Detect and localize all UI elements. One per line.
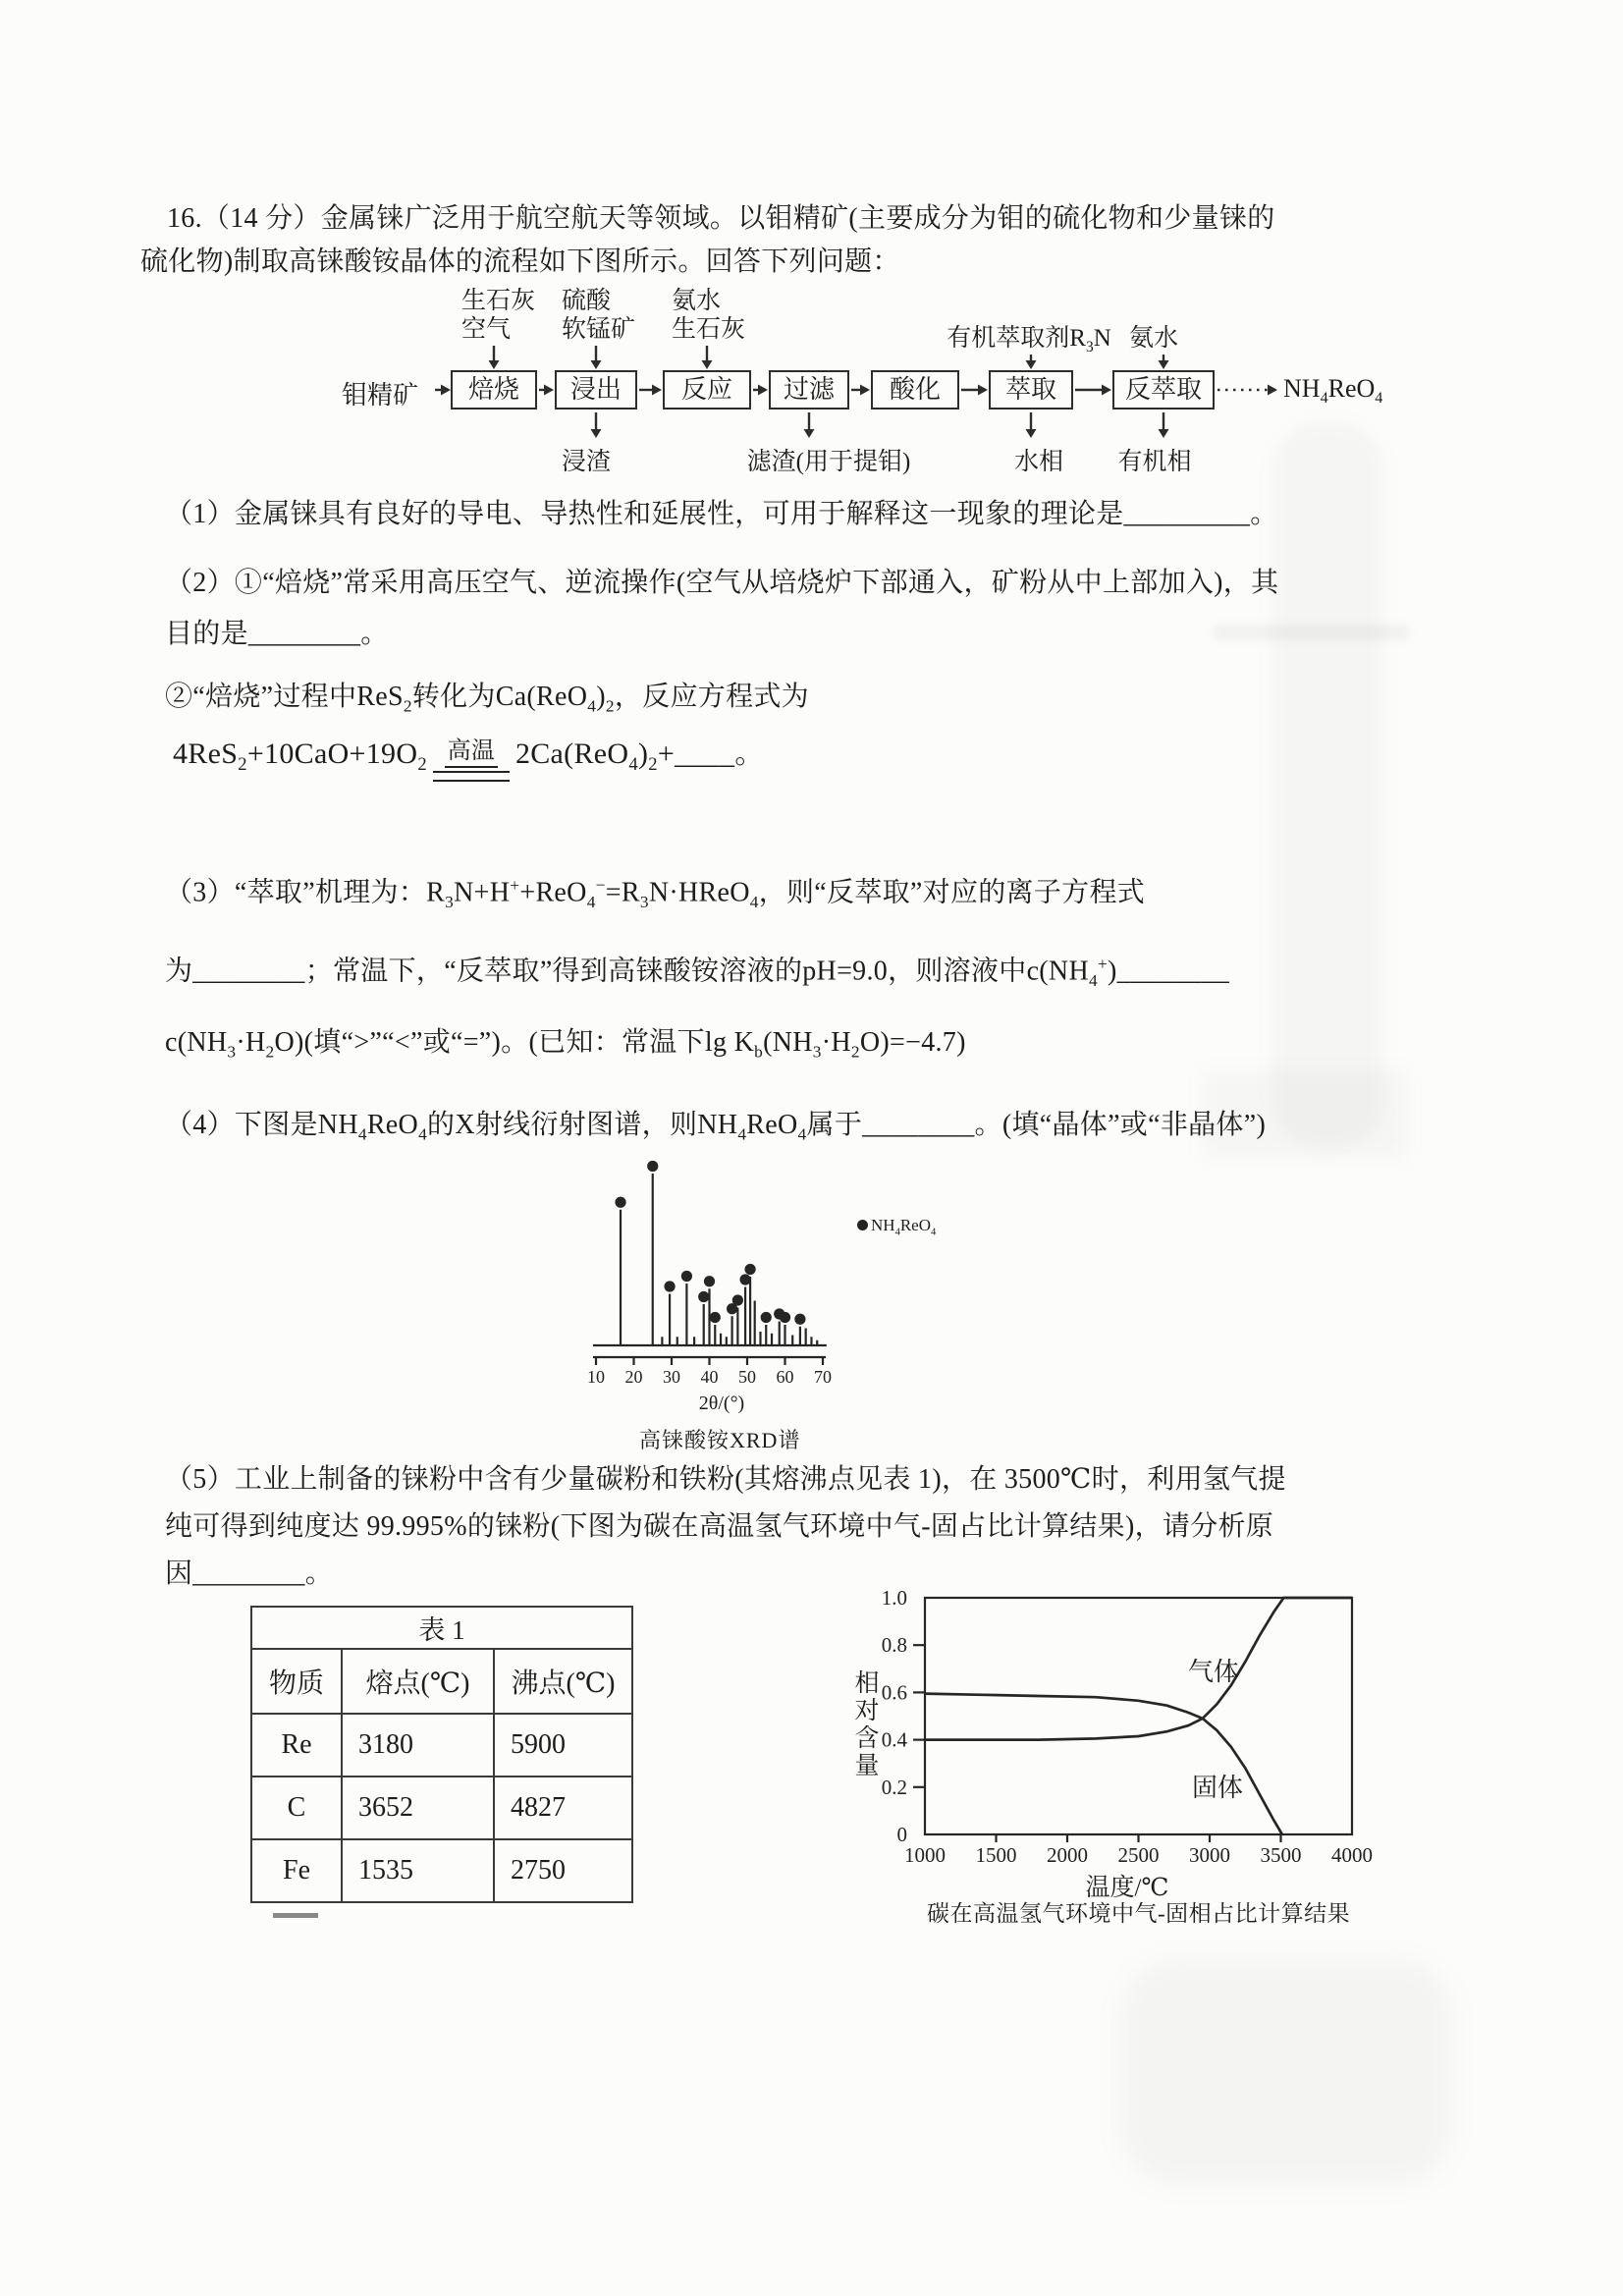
svg-text:4000: 4000	[1331, 1843, 1373, 1867]
process-flowchart	[226, 285, 1502, 491]
flow-step-box-2: 浸出	[555, 370, 637, 410]
xrd-chart	[545, 1157, 1055, 1451]
table-cell: 5900	[494, 1714, 632, 1777]
question-header-line2: 硫化物)制取高铼酸铵晶体的流程如下图所示。回答下列问题：	[140, 246, 900, 277]
xrd-plot	[545, 1157, 1055, 1451]
flow-input-label: 硫酸 软锰矿	[562, 288, 636, 343]
svg-text:40: 40	[700, 1367, 719, 1387]
scan-artifact	[1119, 1959, 1453, 2185]
flow-step-box-4: 过滤	[769, 370, 849, 410]
svg-text:2000: 2000	[1047, 1843, 1088, 1867]
equation-lhs: $4ReS_2+10CaO+19O_2$	[173, 738, 427, 775]
question-5-line3: 因________。	[165, 1558, 334, 1589]
question-header-line1: 16.（14 分）金属铼广泛用于航空航天等领域。以钼精矿(主要成分为钼的硫化物和少量铼的	[167, 203, 1275, 234]
flow-input-label: 氨水	[1128, 325, 1178, 352]
table-cell: 2750	[494, 1839, 632, 1902]
scan-artifact	[1213, 625, 1409, 640]
flow-step-box-7: 反萃取	[1112, 370, 1215, 410]
xrd-legend-label: $NH_4ReO_4$	[871, 1216, 937, 1238]
table-header: 沸点(℃)	[494, 1649, 632, 1714]
question-3-line3: $c(NH_3\cdot H_2O)$(填“>”“<”或“=”)。(已知：常温下$\lg K_b(NH_3\cdot H_2O)=-4.7$)	[165, 1027, 966, 1062]
svg-text:60: 60	[776, 1367, 794, 1387]
scan-artifact	[273, 1913, 318, 1918]
question-2-line3: ②“焙烧”过程中ReS$_2$转化为$Ca(ReO_4)_2$，反应方程式为	[165, 682, 809, 716]
flow-input-label: 生石灰 空气	[461, 288, 536, 343]
question-5-line2: 纯可得到纯度达 99.995%的铼粉(下图为碳在高温氢气环境中气-固占比计算结果)，请分析原	[165, 1511, 1274, 1542]
scan-artifact	[1271, 422, 1384, 1149]
table-title: 表 1	[251, 1607, 632, 1649]
svg-text:20: 20	[624, 1367, 643, 1387]
flow-output-label: 有机相	[1117, 449, 1192, 475]
legend-dot-icon	[857, 1220, 868, 1230]
gs-caption: 碳在高温氢气环境中气-固相占比计算结果	[927, 1901, 1351, 1926]
flow-output-label: 水相	[1013, 449, 1063, 475]
svg-text:3000: 3000	[1189, 1843, 1230, 1867]
flow-input-label: 有机萃取剂$R_3N$	[947, 325, 1111, 355]
xrd-x-axis-label: 2θ/(°)	[698, 1393, 745, 1414]
flow-step-box-1: 焙烧	[451, 370, 537, 410]
svg-text:1000: 1000	[904, 1843, 946, 1867]
table-row	[251, 1777, 632, 1839]
flow-input-label: 氨水 生石灰	[672, 288, 746, 343]
table-cell: 1535	[342, 1839, 494, 1902]
flow-product-label: $NH_4ReO_4$	[1283, 374, 1383, 408]
table-cell: 3180	[342, 1714, 494, 1777]
double-equals-line	[433, 771, 510, 782]
svg-text:1.0: 1.0	[881, 1586, 907, 1610]
svg-text:0.8: 0.8	[881, 1633, 907, 1658]
svg-text:0.2: 0.2	[881, 1775, 907, 1799]
svg-text:1500: 1500	[975, 1843, 1017, 1867]
table-cell: 4827	[494, 1777, 632, 1839]
flow-step-box-6: 萃取	[989, 370, 1073, 410]
xrd-caption: 高铼酸铵XRD谱	[639, 1428, 801, 1452]
table-row	[251, 1714, 632, 1777]
table-1	[250, 1606, 633, 1903]
condition-label: 高温	[445, 738, 499, 768]
question-4-text: （4）下图是$NH_4ReO_4$的X射线衍射图谱，则$NH_4ReO_4$属于________。(填“晶体”或“非晶体”)	[165, 1110, 1267, 1144]
svg-text:0.4: 0.4	[881, 1727, 907, 1752]
svg-text:70: 70	[814, 1367, 832, 1387]
question-2-line2: 目的是________。	[165, 619, 389, 649]
equation-rhs: $2Ca(ReO_4)_2+\_\_\_\_$。	[514, 738, 765, 775]
flow-step-box-5: 酸化	[871, 370, 959, 410]
question-3-line2: 为________；常温下，“反萃取”得到高铼酸铵溶液的pH=9.0，则溶液中$c(NH_4^+)\_\_\_\_\_\_\_\_$	[165, 955, 1230, 990]
table-header: 熔点(℃)	[342, 1649, 494, 1714]
svg-text:0: 0	[896, 1823, 907, 1846]
gs-x-axis-label: 温度/℃	[1085, 1875, 1169, 1901]
gas-solid-chart	[842, 1569, 1422, 1957]
svg-text:2500: 2500	[1117, 1843, 1160, 1867]
flow-source-label: 钼精矿	[342, 381, 419, 410]
question-3-line1: （3）“萃取”机理为：$R_3N+H^++ReO_4^-=R_3N\cdot HReO_4$，则“反萃取”对应的离子方程式	[165, 876, 1146, 911]
solid-series-label: 固体	[1192, 1774, 1244, 1802]
table-row	[251, 1839, 632, 1902]
question-5-line1: （5）工业上制备的铼粉中含有少量碳粉和铁粉(其熔沸点见表 1)，在 3500℃时，利用氢气提	[165, 1464, 1286, 1495]
svg-text:0.6: 0.6	[881, 1680, 907, 1705]
table-cell: C	[251, 1777, 342, 1839]
gs-y-axis-label: 相对含量	[851, 1669, 878, 1779]
table-cell: 3652	[342, 1777, 494, 1839]
table-header: 物质	[251, 1649, 342, 1714]
question-2-line1: （2）①“焙烧”常采用高压空气、逆流操作(空气从培烧炉下部通入，矿粉从中上部加入)，其	[165, 568, 1279, 598]
table-cell: Re	[251, 1714, 342, 1777]
flow-output-label: 滤渣(用于提钼)	[746, 449, 911, 475]
svg-text:50: 50	[738, 1367, 756, 1387]
xrd-legend	[857, 1216, 936, 1237]
flow-step-box-3: 反应	[663, 370, 751, 410]
svg-text:10: 10	[587, 1367, 605, 1387]
gas-series-label: 气体	[1188, 1658, 1240, 1686]
svg-text:30: 30	[663, 1367, 680, 1387]
equation-condition	[433, 738, 510, 782]
chemical-equation	[173, 737, 765, 783]
table-cell: Fe	[251, 1839, 342, 1902]
question-1-text: （1）金属铼具有良好的导电、导热性和延展性，可用于解释这一现象的理论是_________。	[165, 499, 1278, 529]
svg-text:3500: 3500	[1260, 1843, 1302, 1867]
melting-boiling-table	[250, 1606, 633, 1903]
flow-output-label: 浸渣	[561, 449, 611, 475]
